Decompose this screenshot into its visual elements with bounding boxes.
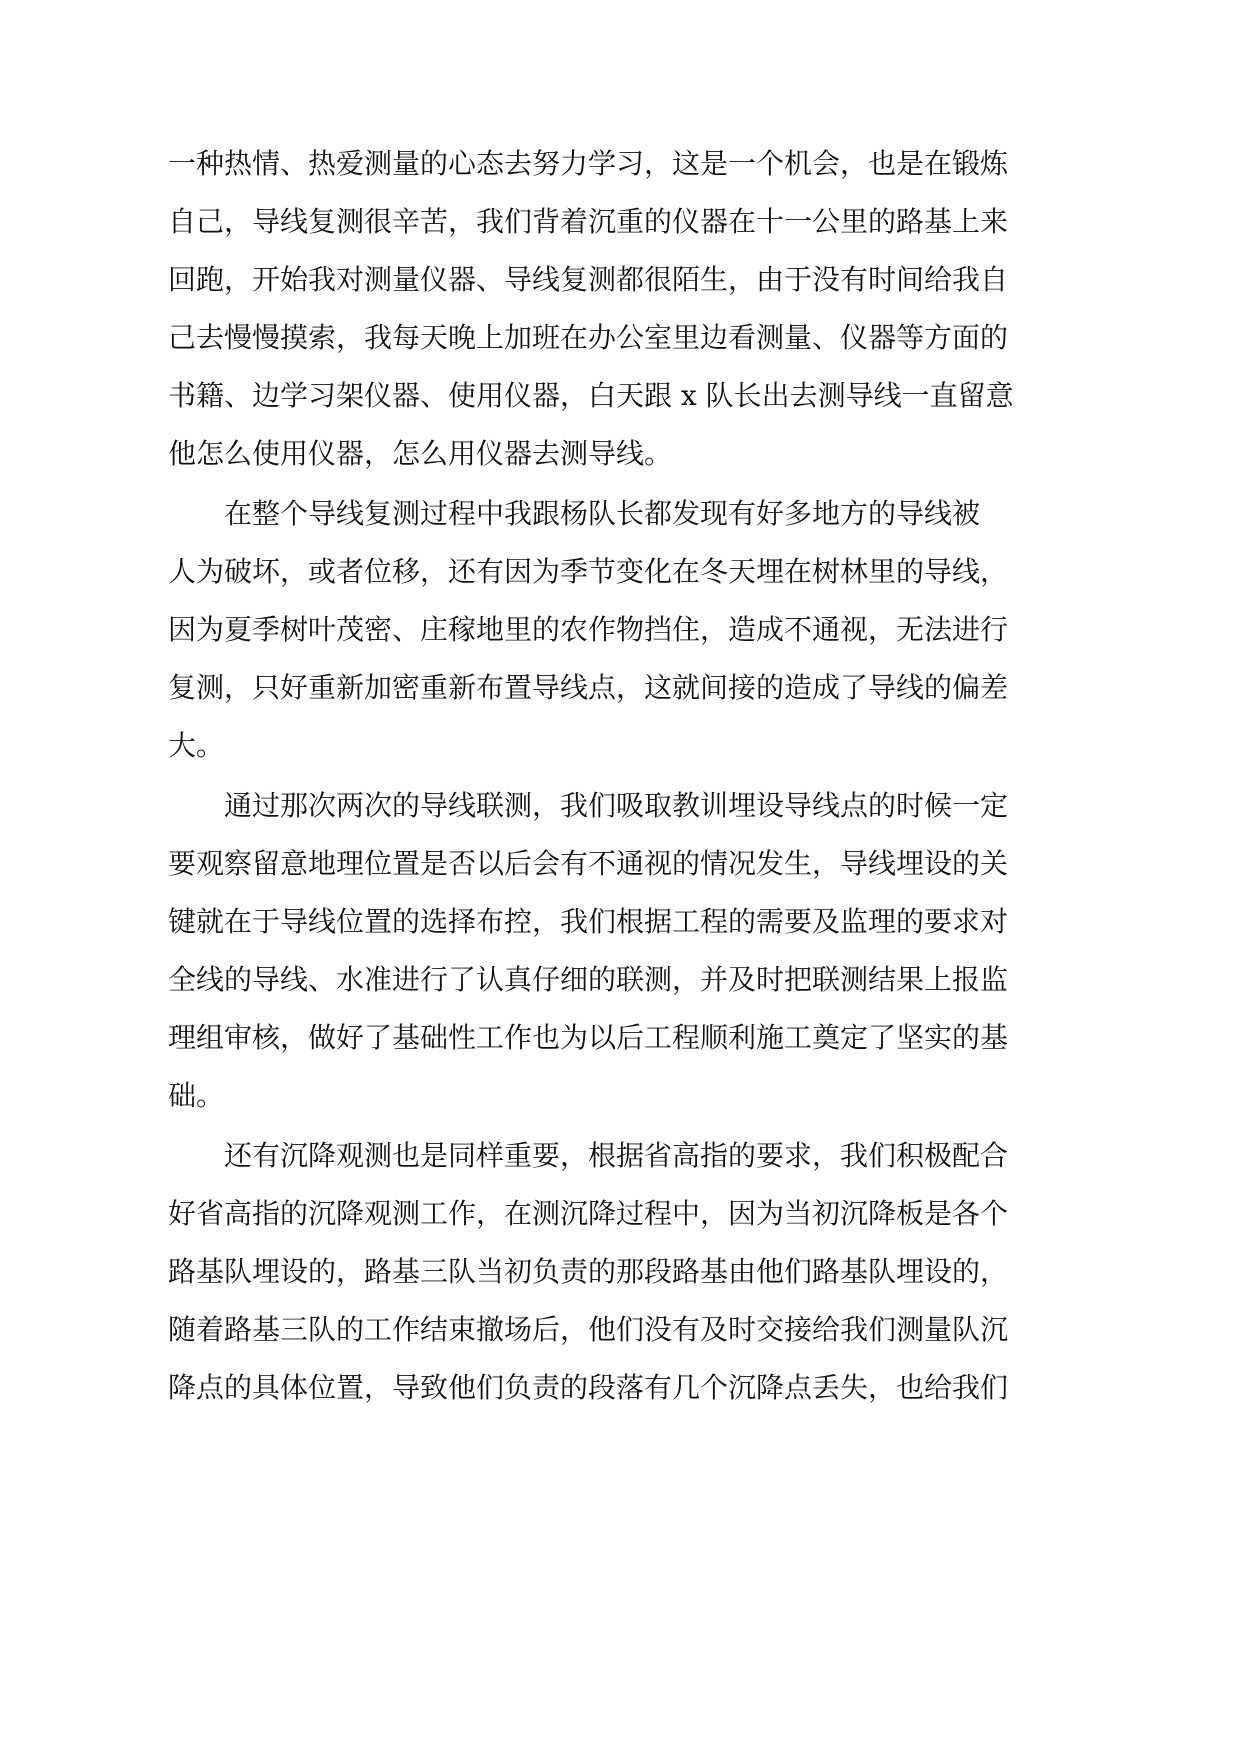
text-line-17: 础。 <box>168 1079 225 1112</box>
text-line-7: 在整个导线复测过程中我跟杨队长都发现有好多地方的导线被 <box>224 497 981 530</box>
text-line-4: 己去慢慢摸索，我每天晚上加班在办公室里边看测量、仪器等方面的 <box>168 321 1009 354</box>
text-line-6: 他怎么使用仪器，怎么用仪器去测导线。 <box>168 437 673 470</box>
text-line-14: 键就在于导线位置的选择布控，我们根据工程的需要及监理的要求对 <box>168 905 1009 938</box>
text-line-11: 大。 <box>168 729 225 762</box>
text-line-3: 回跑，开始我对测量仪器、导线复测都很陌生，由于没有时间给我自 <box>168 263 1009 296</box>
text-line-22: 降点的具体位置，导致他们负责的段落有几个沉降点丢失，也给我们 <box>168 1371 1009 1404</box>
text-line-21: 随着路基三队的工作结束撤场后，他们没有及时交接给我们测量队沉 <box>168 1313 1009 1346</box>
text-line-12: 通过那次两次的导线联测，我们吸取教训埋设导线点的时候一定 <box>224 789 1009 822</box>
text-line-2: 自己，导线复测很辛苦，我们背着沉重的仪器在十一公里的路基上来 <box>168 205 1009 238</box>
text-line-16: 理组审核，做好了基础性工作也为以后工程顺利施工奠定了坚实的基 <box>168 1021 1009 1054</box>
text-line-19: 好省高指的沉降观测工作，在测沉降过程中，因为当初沉降板是各个 <box>168 1197 1009 1230</box>
text-line-15: 全线的导线、水准进行了认真仔细的联测，并及时把联测结果上报监 <box>168 963 1009 996</box>
text-line-18: 还有沉降观测也是同样重要，根据省高指的要求，我们积极配合 <box>224 1139 1009 1172</box>
text-line-8: 人为破坏，或者位移，还有因为季节变化在冬天埋在树林里的导线， <box>168 555 1009 588</box>
text-line-1: 一种热情、热爱测量的心态去努力学习，这是一个机会，也是在锻炼 <box>168 147 1009 180</box>
text-line-10: 复测，只好重新加密重新布置导线点，这就间接的造成了导线的偏差 <box>168 671 1009 704</box>
text-line-5: 书籍、边学习架仪器、使用仪器，白天跟 x 队长出去测导线一直留意 <box>168 379 1014 412</box>
text-line-9: 因为夏季树叶茂密、庄稼地里的农作物挡住，造成不通视，无法进行 <box>168 613 1009 646</box>
text-line-20: 路基队埋设的，路基三队当初负责的那段路基由他们路基队埋设的， <box>168 1255 1009 1288</box>
text-line-13: 要观察留意地理位置是否以后会有不通视的情况发生，导线埋设的关 <box>168 847 1009 880</box>
